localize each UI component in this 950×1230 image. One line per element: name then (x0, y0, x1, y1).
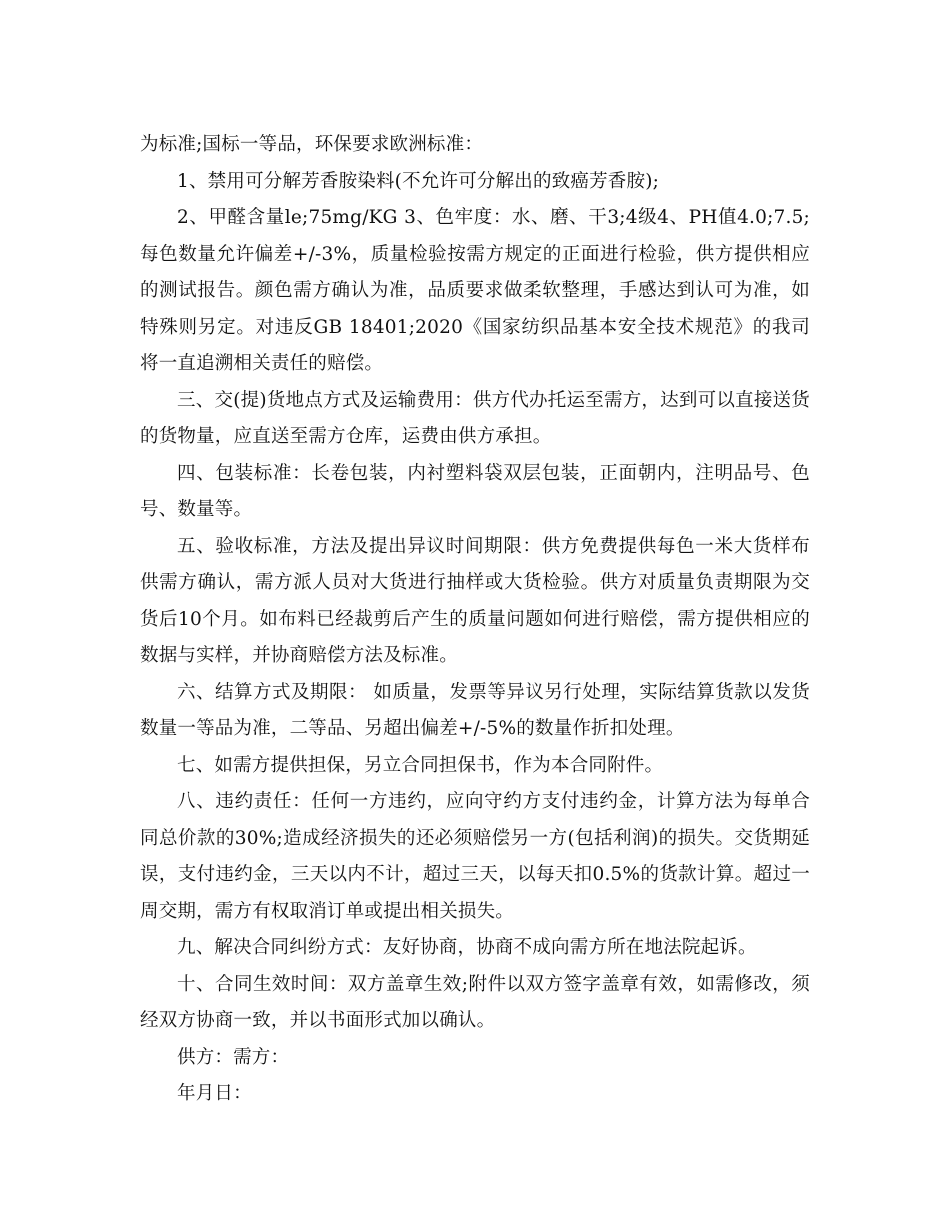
paragraph-settlement-method: 六、结算方式及期限： 如质量，发票等异议另行处理，实际结算货款以发货数量一等品为准，二等品、另超出偏差+/-5%的数量作折扣处理。 (140, 681, 810, 739)
paragraph-dispute-resolution: 九、解决合同纠纷方式：友好协商，协商不成向需方所在地法院起诉。 (177, 937, 757, 958)
paragraph-clause-formaldehyde: 2、甲醛含量le;75mg/KG 3、色牢度：水、磨、干3;4级4、PH值4.0;7.5;每色数量允许偏差+/-3%，质量检验按需方规定的正面进行检验，供方提供相应的测试报告。颜色需方确认为准，品质要求做柔软整理，手感达到认可为准，如特殊则另定。对违反GB 18401;2020《国家纺织品基本安全技术规范》的我司将一直追溯相关责任的赔偿。 (140, 207, 810, 374)
paragraph-breach-liability: 八、违约责任：任何一方违约，应向守约方支付违约金，计算方法为每单合同总价款的30%;造成经济损失的还必须赔偿另一方(包括利润)的损失。交货期延误，支付违约金，三天以内不计，超过三天，以每天扣0.5%的货款计算。超过一周交期，需方有权取消订单或提出相关损失。 (140, 791, 810, 922)
paragraph-guarantee: 七、如需方提供担保，另立合同担保书，作为本合同附件。 (177, 754, 664, 776)
paragraph-packaging-standard: 四、包装标准：长卷包装，内衬塑料袋双层包装，正面朝内，注明品号、色号、数量等。 (140, 462, 810, 520)
document-body (140, 127, 810, 1113)
signature-date-line: 年月日： (177, 1083, 252, 1104)
paragraph-delivery-location: 三、交(提)货地点方式及运输费用：供方代办托运至需方，达到可以直接送货的货物量，应直送至需方仓库，运费由供方承担。 (140, 389, 810, 447)
paragraph-effective-time: 十、合同生效时间：双方盖章生效;附件以双方签字盖章有效，如需修改，须经双方协商一致，并以书面形式加以确认。 (140, 973, 810, 1031)
paragraph-clause-dye-ban: 1、禁用可分解芳香胺染料(不允许可分解出的致癌芳香胺); (177, 170, 660, 192)
paragraph-standard-continuation: 为标准;国标一等品，环保要求欧洲标准： (140, 134, 484, 155)
signature-parties-line: 供方：需方： (177, 1046, 290, 1068)
paragraph-acceptance-standard: 五、验收标准，方法及提出异议时间期限：供方免费提供每色一米大货样布供需方确认，需方派人员对大货进行抽样或大货检验。供方对质量负责期限为交货后10个月。如布料已经裁剪后产生的质量问题如何进行赔偿，需方提供相应的数据与实样，并协商赔偿方法及标准。 (140, 535, 810, 666)
